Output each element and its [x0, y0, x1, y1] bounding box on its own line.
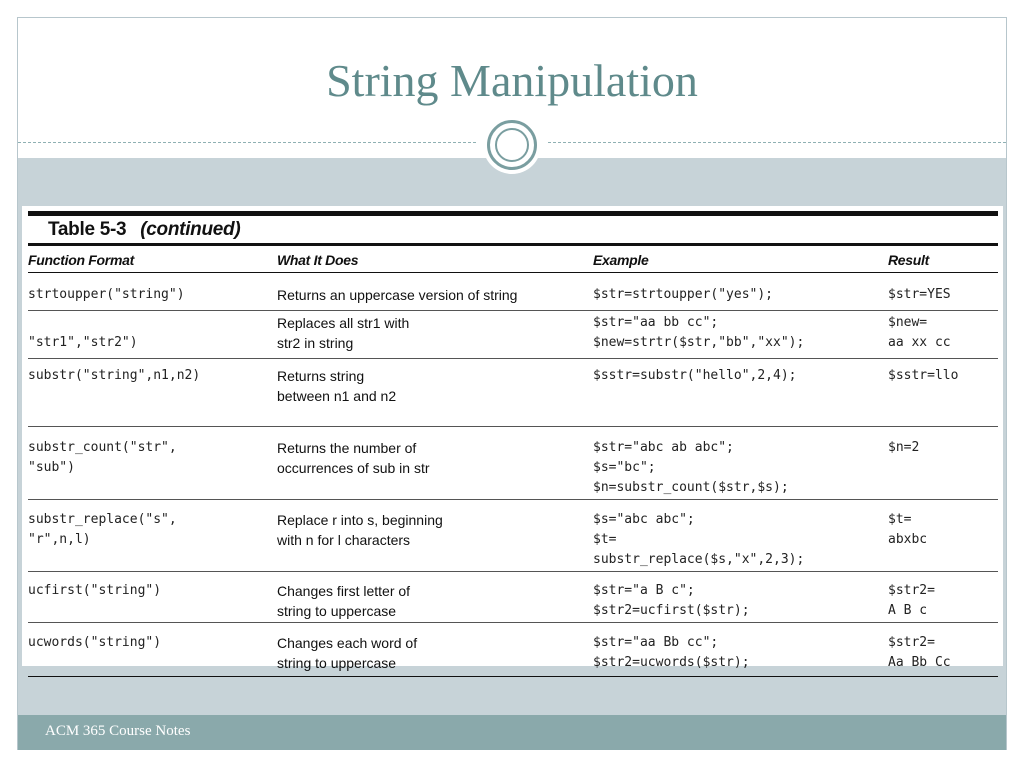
row-5-example-line-1: $s="abc abc"; [593, 512, 695, 527]
footer-text: ACM 365 Course Notes [45, 723, 191, 739]
row-3-example: $sstr=substr("hello",2,4); [593, 368, 797, 383]
row-divider [28, 426, 998, 427]
table-header-rule [28, 243, 998, 246]
table-caption-label: Table 5-3 [48, 219, 127, 240]
row-2-result-line-2: aa xx cc [888, 335, 951, 350]
row-4-format-line-1: substr_count("str", [28, 440, 177, 455]
title-divider-right [548, 142, 1006, 143]
row-4-does-line-2: occurrences of sub in str [277, 460, 430, 476]
row-6-result-line-1: $str2= [888, 583, 935, 598]
slide [17, 17, 1007, 750]
row-7-example-line-1: $str="aa Bb cc"; [593, 635, 719, 650]
row-3-format: substr("string",n1,n2) [28, 368, 201, 383]
row-2-result-line-1: $new= [888, 315, 928, 330]
row-7-does-line-2: string to uppercase [277, 655, 397, 671]
row-6-example-line-2: $str2=ucfirst($str); [593, 603, 750, 618]
header-bottom-rule [28, 272, 998, 273]
column-header-result: Result [888, 252, 929, 268]
row-4-example-line-2: $s="bc"; [593, 460, 656, 475]
table-top-rule [28, 211, 998, 216]
row-2-example-line-1: $str="aa bb cc"; [593, 315, 719, 330]
row-1-example: $str=strtoupper("yes"); [593, 287, 774, 302]
row-7-result-line-1: $str2= [888, 635, 935, 650]
row-divider [28, 358, 998, 359]
row-5-does-line-1: Replace r into s, beginning [277, 512, 443, 528]
row-7-result-line-2: Aa Bb Cc [888, 655, 951, 670]
row-7-does-line-1: Changes each word of [277, 635, 418, 651]
row-5-format-line-1: substr_replace("s", [28, 512, 177, 527]
row-3-does-line-2: between n1 and n2 [277, 388, 397, 404]
row-divider [28, 571, 998, 572]
row-2-does-line-2: str2 in string [277, 335, 354, 351]
row-1-result: $str=YES [888, 287, 951, 302]
row-4-example-line-3: $n=substr_count($str,$s); [593, 480, 789, 495]
row-2-example-line-2: $new=strtr($str,"bb","xx"); [593, 335, 805, 350]
ornament-ring [487, 120, 537, 170]
row-7-example-line-2: $str2=ucwords($str); [593, 655, 750, 670]
row-2-does-line-1: Replaces all str1 with [277, 315, 410, 331]
row-1-does: Returns an uppercase version of string [277, 287, 518, 303]
row-4-result: $n=2 [888, 440, 920, 455]
row-1-format: strtoupper("string") [28, 287, 185, 302]
row-5-example-line-2: $t= [593, 532, 617, 547]
row-6-result-line-2: A B c [888, 603, 928, 618]
row-5-result-line-1: $t= [888, 512, 912, 527]
title-divider-left [18, 142, 476, 143]
row-6-format: ucfirst("string") [28, 583, 162, 598]
ornament-inner-ring [495, 128, 529, 162]
footer-bar [18, 715, 1006, 750]
row-7-format: ucwords("string") [28, 635, 162, 650]
row-5-example-line-3: substr_replace($s,"x",2,3); [593, 552, 805, 567]
row-6-does-line-2: string to uppercase [277, 603, 397, 619]
row-5-result-line-2: abxbc [888, 532, 928, 547]
row-4-format-line-2: "sub") [28, 460, 75, 475]
column-header-format: Function Format [28, 252, 134, 268]
row-2-format: "str1","str2") [28, 335, 138, 350]
row-6-example-line-1: $str="a B c"; [593, 583, 695, 598]
function-table [22, 206, 1003, 671]
row-4-does-line-1: Returns the number of [277, 440, 417, 456]
circle-ornament-icon [483, 116, 541, 174]
row-3-result: $sstr=llo [888, 368, 959, 383]
table-bottom-rule [28, 676, 998, 677]
column-header-example: Example [593, 252, 649, 268]
row-3-does-line-1: Returns string [277, 368, 365, 384]
row-6-does-line-1: Changes first letter of [277, 583, 411, 599]
table-caption [48, 219, 240, 241]
row-5-format-line-2: "r",n,l) [28, 532, 91, 547]
column-header-does: What It Does [277, 252, 359, 268]
table-caption-suffix: (continued) [140, 219, 241, 240]
row-4-example-line-1: $str="abc ab abc"; [593, 440, 734, 455]
row-divider [28, 499, 998, 500]
row-divider [28, 310, 998, 311]
row-5-does-line-2: with n for l characters [277, 532, 411, 548]
row-divider [28, 622, 998, 623]
slide-title: String Manipulation [326, 55, 698, 106]
